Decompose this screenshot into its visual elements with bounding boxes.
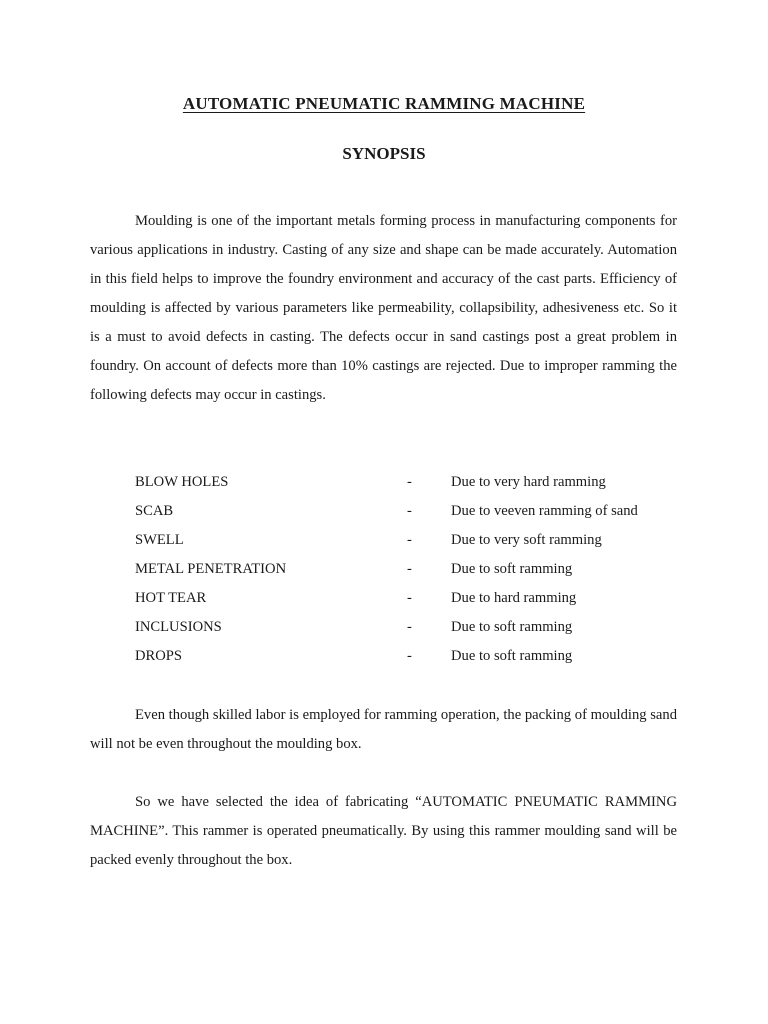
defect-row bbox=[135, 642, 695, 671]
defect-separator: - bbox=[407, 619, 412, 635]
defect-cause: Due to soft ramming bbox=[451, 648, 573, 664]
defect-cause: Due to very hard ramming bbox=[451, 474, 606, 490]
defect-separator: - bbox=[407, 561, 412, 577]
document-title-text: AUTOMATIC PNEUMATIC RAMMING MACHINE bbox=[182, 94, 586, 113]
defect-name: SWELL bbox=[135, 532, 184, 548]
defect-separator: - bbox=[407, 474, 412, 490]
defect-row bbox=[135, 555, 695, 584]
defect-separator: - bbox=[407, 648, 412, 664]
paragraph-conclusion: So we have selected the idea of fabricating “AUTOMATIC PNEUMATIC RAMMING MACHINE”. This rammer is operated pneumatically. By using this rammer moulding sand will be packed evenly throughout the box. bbox=[90, 794, 677, 868]
section-heading: SYNOPSIS bbox=[342, 144, 426, 163]
defect-row bbox=[135, 526, 695, 555]
defect-name: INCLUSIONS bbox=[135, 619, 222, 635]
defect-cause: Due to very soft ramming bbox=[451, 532, 602, 548]
defect-row bbox=[135, 584, 695, 613]
defect-name: METAL PENETRATION bbox=[135, 561, 287, 577]
defect-name: HOT TEAR bbox=[135, 590, 207, 606]
defect-separator: - bbox=[407, 503, 412, 519]
defects-list bbox=[135, 468, 695, 671]
defect-name: SCAB bbox=[135, 503, 174, 519]
defect-separator: - bbox=[407, 532, 412, 548]
defect-row bbox=[135, 613, 695, 642]
defect-cause: Due to veeven ramming of sand bbox=[451, 503, 638, 519]
defect-cause: Due to soft ramming bbox=[451, 619, 573, 635]
defect-row bbox=[135, 468, 695, 497]
document-title bbox=[0, 94, 768, 114]
defect-separator: - bbox=[407, 590, 412, 606]
paragraph-intro: Moulding is one of the important metals forming process in manufacturing components for various applications in industry. Casting of any size and shape can be made accurately. Automation in this field helps to improve the foundry environment and accuracy of the cast parts. Efficiency of moulding is affected by various parameters like permeability, collapsibility, adhesiveness etc. So it is a must to avoid defects in casting. The defects occur in sand castings post a great problem in foundry. On account of defects more than 10% castings are rejected. Due to improper ramming the following defects may occur in castings. bbox=[90, 213, 677, 403]
defect-row bbox=[135, 497, 695, 526]
defect-name: BLOW HOLES bbox=[135, 474, 229, 490]
defect-cause: Due to hard ramming bbox=[451, 590, 577, 606]
defect-name: DROPS bbox=[135, 648, 183, 664]
paragraph-labor: Even though skilled labor is employed for ramming operation, the packing of moulding sand will not be even throughout the moulding box. bbox=[90, 707, 677, 752]
defect-cause: Due to soft ramming bbox=[451, 561, 573, 577]
